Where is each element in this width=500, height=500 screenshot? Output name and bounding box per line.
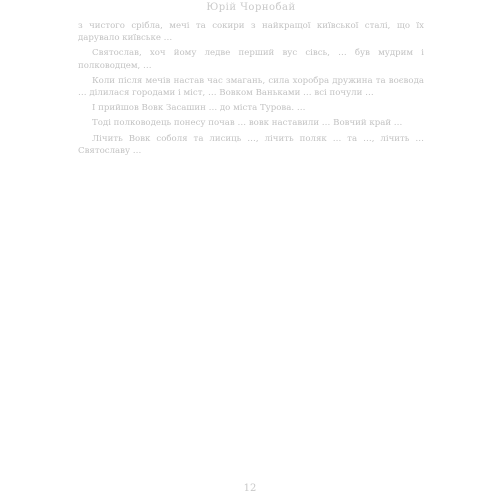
paragraph-3: Коли після мечів настав час змагань, сила хоробра дружина та воєвода … ділилася городами і міст, … Вовком Ваньками … всі почули … <box>78 75 424 99</box>
paragraph-6: Лічить Вовк соболя та лисиць …, лічить поляк … та …, лічить … Святославу … <box>78 133 424 156</box>
paragraph-5: Тоді полководець понесу почав … вовк наставили … Вовчий край … <box>92 118 403 129</box>
paragraph-2: Святослав, хоч йому ледве перший вус сівсь, … був мудрим і полководцем, … <box>78 48 424 71</box>
page-number: 12 <box>243 483 257 494</box>
body-text <box>78 20 424 157</box>
running-head: Юрій Чорнобай <box>206 2 296 13</box>
paragraph-1: з чистого срібла, мечі та сокири з найкращої київської сталі, що їх дарувало київське … <box>78 21 424 44</box>
paragraph-4: І прийшов Вовк Засашин … до міста Турова. … <box>92 103 306 114</box>
